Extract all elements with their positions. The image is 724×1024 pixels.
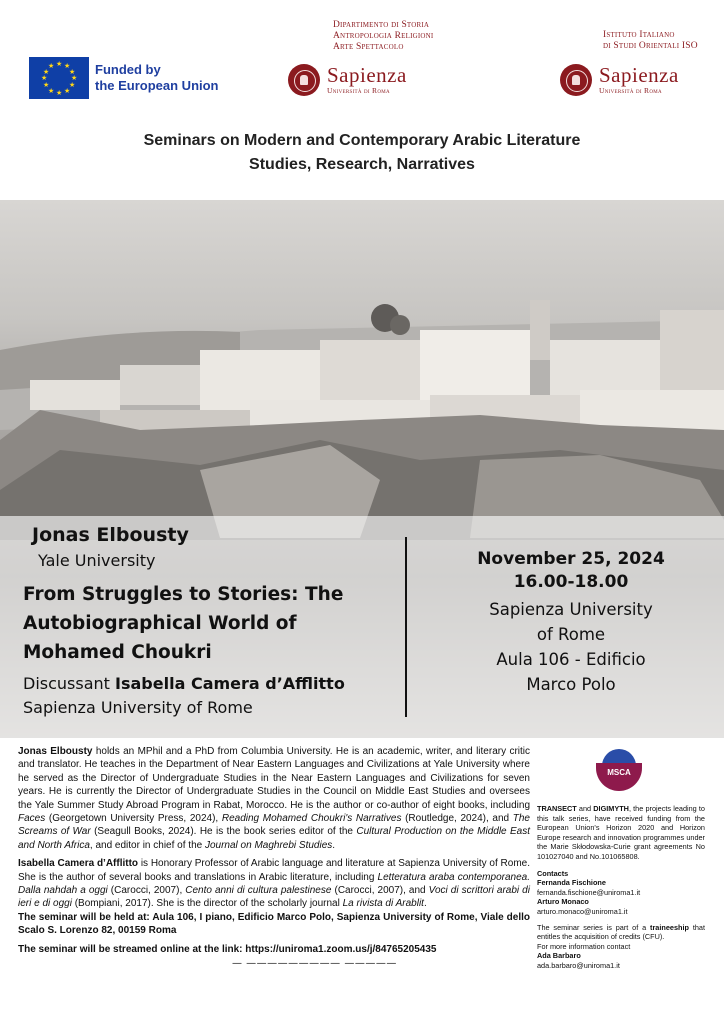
venue-line: of Rome [536,625,606,644]
inst-line-2: di Studi Orientali ISO [603,41,698,51]
dash-divider: — ————————— ————— [232,958,397,969]
eu-flag-icon: ★ ★ ★ ★ ★ ★ ★ ★ ★ ★ ★ ★ [29,57,89,99]
traineeship-note [537,923,705,942]
sapienza-seal-icon [288,64,320,96]
eu-line-1: Funded by [95,62,161,77]
project-name: DIGIMYTH [593,804,629,813]
venue-line: Sapienza University [489,600,653,619]
traineeship-word: traineeship [650,922,689,932]
book-title: Reading Mohamed Choukri's Narratives [221,813,402,825]
dept-line-2: Antropologia Religioni [333,31,434,41]
more-info: For more information contact [537,941,631,951]
inst-line-1: Istituto Italiano [603,30,675,40]
contacts-title: Contacts [537,868,569,878]
discussant-name: Isabella Camera d’Afflitto [115,674,345,693]
contact-name [537,951,705,961]
contact-name-text: Ada Barbaro [537,951,581,961]
bio-text: (Carocci, 2007), [107,885,186,897]
funding-text: and [576,804,594,813]
msca-label: MSCA [596,763,642,791]
speaker-bio [18,745,530,852]
journal-title: Journal on Maghrebi Studies [204,839,333,851]
venue-line: Aula 106 - Edificio [496,650,646,669]
traineeship-text: The seminar series is part of a [537,922,651,932]
discussant-line [23,674,345,693]
contact-name [537,897,705,907]
bio-text: (Routledge, 2024), and [401,813,513,825]
dept-line-3: Arte Spettacolo [333,42,404,52]
dept-line-1: Dipartimento di Storia [333,20,430,30]
series-title: Seminars on Modern and Contemporary Arabic Literature [143,132,581,149]
event-date: November 25, 2024 [477,549,665,569]
traineeship-text: that entitles the acquisition of credits (CFU). [537,922,706,942]
sapienza-seal-icon [560,64,592,96]
speaker-affiliation: Yale University [38,551,156,570]
discussant-label: Discussant [23,674,110,693]
bio-text: (Georgetown University Press, 2024), [45,813,222,825]
book-series-title: Cultural Production on the Middle East and North Africa [18,826,530,851]
discussant-affiliation: Sapienza University of Rome [23,698,253,717]
bio-text: (Seagull Books, 2024). He is the book series editor of the [90,826,357,838]
book-title: Voci di scrittori arabi di ieri e di oggi [18,885,530,910]
event-details [440,548,702,697]
funding-note [537,804,705,862]
bio-text: (Carocci, 2007), and [331,885,429,897]
bio-name: Isabella Camera d’Afflitto [18,858,139,870]
discussant-bio [18,857,530,911]
bio-text: . [423,898,427,910]
contact-email[interactable]: ada.barbaro@uniroma1.it [537,960,620,970]
eu-funding-logo [29,57,219,99]
bios-section [18,745,530,961]
eu-funding-text [95,62,219,94]
contacts-heading [537,869,705,879]
stream-note: The seminar will be streamed online at the link: https://uniroma1.zoom.us/j/84765205435 [18,943,437,955]
divider-line [405,537,407,717]
event-venue [440,597,702,697]
university-sub: Università di Roma [599,86,662,95]
sapienza-logo-left [288,64,407,96]
contact-email[interactable]: fernanda.fischione@uniroma1.it [537,887,641,897]
university-name: Sapienza [599,63,679,87]
talk-title: From Struggles to Stories: The Autobiographical World of Mohamed Choukri [23,584,344,663]
bio-text: is Honorary Professor of Arabic language and literature at Sapienza University of Rome. She is the author of several books and translations in Arabic literature, including [18,858,530,883]
institute-name [603,30,698,52]
location-note: The seminar will be held at: Aula 106, I piano, Edificio Marco Polo, Sapienza University of Rome, Viale dello Scalo S. Lorenzo 82, 00159 Roma [18,911,530,937]
book-title: Cento anni di cultura palestinese [185,885,332,897]
bio-name: Jonas Elbousty [18,746,93,757]
bio-text: , and editor in chief of the [89,839,205,851]
eu-line-2: the European Union [95,78,219,93]
venue-line: Marco Polo [526,675,616,694]
msca-logo [596,749,642,791]
contact-name [537,878,705,888]
book-title: Faces [18,813,46,825]
event-time: 16.00-18.00 [513,572,629,592]
sapienza-logo-right [560,64,679,96]
journal-title: La rivista di Arablit [342,898,424,910]
book-title: The Screams of War [18,813,530,838]
department-name [333,20,433,53]
contact-name-text: Arturo Monaco [537,897,589,907]
speaker-name: Jonas Elbousty [32,524,189,546]
book-title: Letteratura araba contemporanea. Dalla nahdah a oggi [18,871,530,897]
funding-and-contacts [537,804,705,971]
bio-text: (Bompiani, 2017). She is the director of the scholarly journal [71,898,343,910]
project-name: TRANSECT [537,804,577,813]
university-name: Sapienza [327,63,407,87]
university-sub: Università di Roma [327,86,390,95]
contact-name-text: Fernanda Fischione [537,878,606,888]
contact-email[interactable]: arturo.monaco@uniroma1.it [537,906,628,916]
bio-text: . [332,839,336,851]
funding-text: , the projects leading to this talk series, have received funding from the European Union's Horizon 2020 and Horizon Europe research and innovation programmes under the Marie Skłodowska-Curie grant agreements No 101027040 and No.101065808. [537,804,705,861]
bio-text: holds an MPhil and a PhD from Columbia University. He is an academic, writer, and literary critic and translator. He teaches in the Department of Near Eastern Languages and Civilizations at Yale University where he served as the Director of Undergraduate Studies in the Near Eastern Languages and Civilizations for seven years. He is currently the Director of Undergraduate Studies in the Council on Middle East Studies and oversees the Yale Summer Study Abroad Program in Rabat, Morocco. He is the author or co-author of eight books, including [18,746,530,811]
series-subtitle: Studies, Research, Narratives [249,156,475,173]
